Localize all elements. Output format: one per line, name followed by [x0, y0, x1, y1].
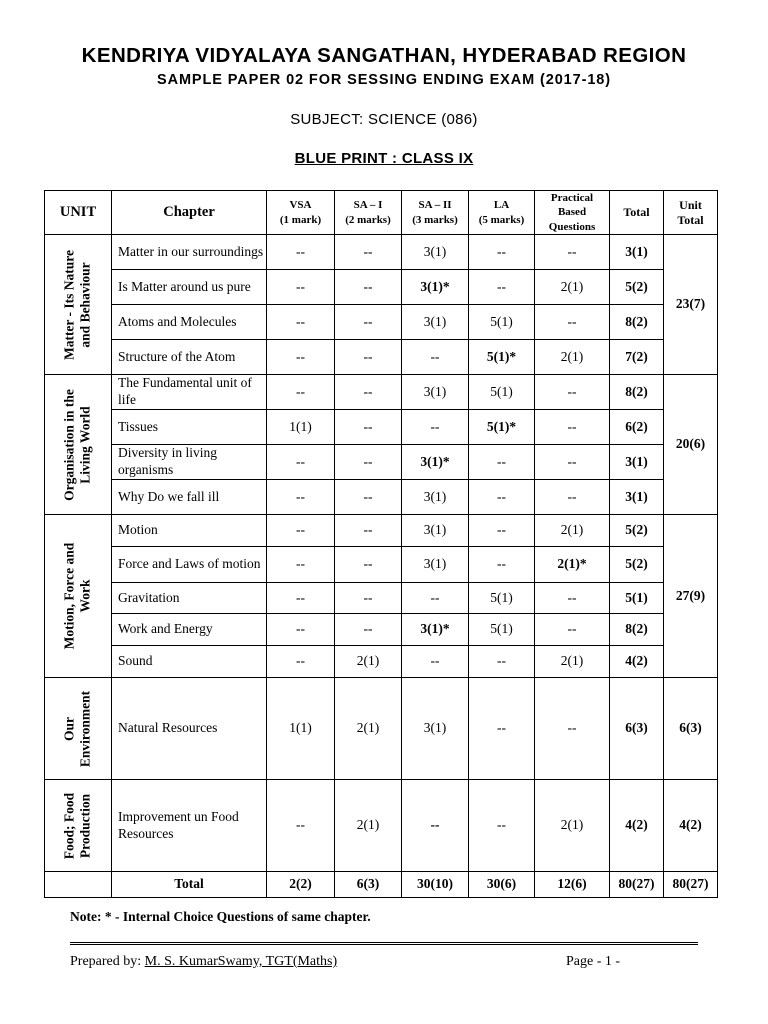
mark-cell: --: [335, 340, 402, 375]
mark-cell: 3(1): [402, 375, 469, 410]
chapter-total: 6(3): [610, 678, 664, 780]
mark-cell: --: [402, 410, 469, 445]
mark-cell: 2(1): [335, 678, 402, 780]
mark-cell: 3(1): [402, 547, 469, 583]
mark-cell: --: [469, 678, 535, 780]
unit-total: 6(3): [664, 678, 718, 780]
mark-cell: --: [267, 445, 335, 480]
mark-cell: --: [402, 646, 469, 678]
mark-cell: --: [469, 480, 535, 515]
mark-cell: --: [535, 583, 610, 614]
mark-cell: 2(1): [535, 270, 610, 305]
header-sa1: SA – I (2 marks): [335, 191, 402, 235]
header-unit: UNIT: [45, 191, 112, 235]
mark-cell: --: [535, 445, 610, 480]
table-row: [45, 678, 718, 780]
mark-cell: --: [402, 780, 469, 872]
mark-cell: --: [335, 583, 402, 614]
mark-cell: --: [267, 583, 335, 614]
author-name: M. S. KumarSwamy, TGT(Maths): [144, 954, 338, 969]
mark-cell: 3(1): [402, 480, 469, 515]
mark-cell: 3(1)*: [402, 614, 469, 646]
table-row: [45, 375, 718, 410]
mark-cell: --: [535, 614, 610, 646]
mark-cell: --: [267, 270, 335, 305]
unit-name: Motion, Force and Work: [61, 542, 93, 650]
chapter-total: 4(2): [610, 780, 664, 872]
chapter-name: Sound: [112, 646, 267, 678]
mark-cell: --: [402, 583, 469, 614]
chapter-name: Improvement un Food Resources: [112, 780, 267, 872]
mark-cell: --: [267, 614, 335, 646]
chapter-total: 8(2): [610, 614, 664, 646]
table-row: [45, 515, 718, 547]
mark-cell: 3(1)*: [402, 270, 469, 305]
mark-cell: 3(1): [402, 305, 469, 340]
mark-cell: --: [535, 375, 610, 410]
table-row: [45, 480, 718, 515]
mark-cell: --: [469, 780, 535, 872]
unit-name-cell: [45, 780, 112, 872]
mark-cell: 1(1): [267, 678, 335, 780]
mark-cell: --: [535, 678, 610, 780]
mark-cell: --: [535, 305, 610, 340]
mark-cell: --: [267, 375, 335, 410]
unit-total: 27(9): [664, 515, 718, 678]
header-chapter: Chapter: [112, 191, 267, 235]
mark-cell: 3(1): [402, 235, 469, 270]
subject-title: SUBJECT: SCIENCE (086): [290, 111, 478, 128]
mark-cell: 2(1)*: [535, 547, 610, 583]
chapter-total: 5(2): [610, 547, 664, 583]
mark-cell: --: [535, 410, 610, 445]
mark-cell: --: [335, 547, 402, 583]
mark-cell: 3(1): [402, 515, 469, 547]
mark-cell: --: [267, 480, 335, 515]
mark-cell: --: [535, 235, 610, 270]
unit-total: 4(2): [664, 780, 718, 872]
table-row: [45, 445, 718, 480]
mark-cell: --: [469, 646, 535, 678]
chapter-total: 8(2): [610, 375, 664, 410]
mark-cell: 5(1)*: [469, 410, 535, 445]
mark-cell: --: [267, 340, 335, 375]
chapter-name: Is Matter around us pure: [112, 270, 267, 305]
mark-cell: --: [469, 235, 535, 270]
empty-cell: [45, 872, 112, 898]
unit-name-cell: [45, 678, 112, 780]
total-cell: 6(3): [335, 872, 402, 898]
table-row: [45, 340, 718, 375]
table-row: [45, 780, 718, 872]
total-cell: 80(27): [664, 872, 718, 898]
chapter-name: Atoms and Molecules: [112, 305, 267, 340]
header-unit-total: Unit Total: [664, 191, 718, 235]
mark-cell: --: [335, 515, 402, 547]
unit-name: Our Environment: [61, 690, 93, 767]
total-cell: 30(10): [402, 872, 469, 898]
chapter-name: Diversity in living organisms: [112, 445, 267, 480]
mark-cell: --: [267, 235, 335, 270]
chapter-total: 4(2): [610, 646, 664, 678]
mark-cell: 5(1): [469, 614, 535, 646]
prepared-by: [70, 954, 337, 970]
header-practical: Practical Based Questions: [535, 191, 610, 235]
chapter-total: 3(1): [610, 480, 664, 515]
chapter-total: 3(1): [610, 445, 664, 480]
paper-title: SAMPLE PAPER 02 FOR SESSING ENDING EXAM (2017-18): [157, 72, 611, 88]
mark-cell: --: [335, 305, 402, 340]
chapter-name: The Fundamental unit of life: [112, 375, 267, 410]
total-label: Total: [112, 872, 267, 898]
mark-cell: --: [335, 410, 402, 445]
mark-cell: --: [402, 340, 469, 375]
mark-cell: --: [535, 480, 610, 515]
mark-cell: 3(1)*: [402, 445, 469, 480]
mark-cell: --: [469, 270, 535, 305]
chapter-name: Work and Energy: [112, 614, 267, 646]
chapter-name: Natural Resources: [112, 678, 267, 780]
chapter-name: Tissues: [112, 410, 267, 445]
unit-name: Organisation in the Living World: [61, 388, 93, 501]
unit-total: 20(6): [664, 375, 718, 515]
blueprint-title: BLUE PRINT : CLASS IX: [294, 150, 474, 167]
page-number: Page - 1 -: [566, 954, 621, 969]
mark-cell: 5(1)*: [469, 340, 535, 375]
chapter-total: 5(1): [610, 583, 664, 614]
mark-cell: 2(1): [335, 780, 402, 872]
header-sa2: SA – II (3 marks): [402, 191, 469, 235]
mark-cell: --: [267, 646, 335, 678]
mark-cell: 5(1): [469, 583, 535, 614]
mark-cell: 2(1): [535, 780, 610, 872]
mark-cell: 2(1): [535, 340, 610, 375]
mark-cell: --: [267, 305, 335, 340]
unit-name: Food; Food Production: [61, 792, 93, 859]
unit-name: Matter - Its Nature and Behaviour: [61, 249, 93, 360]
mark-cell: 2(1): [335, 646, 402, 678]
table-row: [45, 305, 718, 340]
header-row: [45, 191, 718, 235]
chapter-name: Force and Laws of motion: [112, 547, 267, 583]
mark-cell: --: [469, 445, 535, 480]
chapter-total: 6(2): [610, 410, 664, 445]
total-row: [45, 872, 718, 898]
mark-cell: 5(1): [469, 305, 535, 340]
mark-cell: --: [335, 270, 402, 305]
prepared-by-label: Prepared by:: [70, 954, 145, 969]
unit-name-cell: [45, 375, 112, 515]
mark-cell: 1(1): [267, 410, 335, 445]
mark-cell: 3(1): [402, 678, 469, 780]
mark-cell: --: [335, 614, 402, 646]
mark-cell: --: [335, 445, 402, 480]
footer-rule: [70, 942, 698, 945]
mark-cell: --: [335, 480, 402, 515]
unit-name-cell: [45, 235, 112, 375]
unit-name-cell: [45, 515, 112, 678]
mark-cell: --: [267, 515, 335, 547]
table-row: [45, 646, 718, 678]
chapter-name: Why Do we fall ill: [112, 480, 267, 515]
chapter-total: 5(2): [610, 270, 664, 305]
chapter-total: 3(1): [610, 235, 664, 270]
chapter-total: 8(2): [610, 305, 664, 340]
header-total: Total: [610, 191, 664, 235]
chapter-name: Motion: [112, 515, 267, 547]
total-cell: 80(27): [610, 872, 664, 898]
mark-cell: --: [267, 547, 335, 583]
mark-cell: 2(1): [535, 515, 610, 547]
chapter-name: Matter in our surroundings: [112, 235, 267, 270]
organization-title: KENDRIYA VIDYALAYA SANGATHAN, HYDERABAD REGION: [81, 44, 687, 67]
mark-cell: --: [469, 515, 535, 547]
mark-cell: 2(1): [535, 646, 610, 678]
blueprint-table: [44, 190, 718, 898]
mark-cell: --: [469, 547, 535, 583]
mark-cell: 5(1): [469, 375, 535, 410]
mark-cell: --: [335, 375, 402, 410]
chapter-total: 7(2): [610, 340, 664, 375]
chapter-total: 5(2): [610, 515, 664, 547]
table-row: [45, 235, 718, 270]
total-cell: 12(6): [535, 872, 610, 898]
table-row: [45, 410, 718, 445]
total-cell: 2(2): [267, 872, 335, 898]
total-cell: 30(6): [469, 872, 535, 898]
chapter-name: Gravitation: [112, 583, 267, 614]
table-row: [45, 583, 718, 614]
mark-cell: --: [335, 235, 402, 270]
table-row: [45, 270, 718, 305]
chapter-name: Structure of the Atom: [112, 340, 267, 375]
unit-total: 23(7): [664, 235, 718, 375]
header-vsa: VSA (1 mark): [267, 191, 335, 235]
header-la: LA (5 marks): [469, 191, 535, 235]
mark-cell: --: [267, 780, 335, 872]
table-row: [45, 614, 718, 646]
table-row: [45, 547, 718, 583]
footnote: Note: * - Internal Choice Questions of same chapter.: [70, 909, 371, 924]
